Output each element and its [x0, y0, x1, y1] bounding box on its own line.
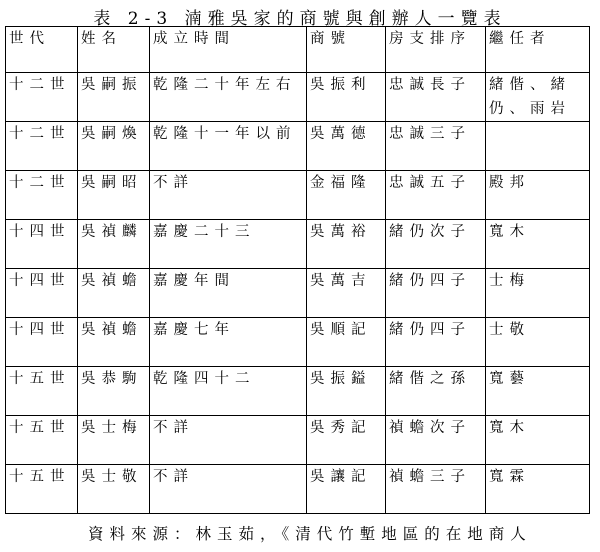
shop-cell: 吳振利: [307, 73, 386, 122]
founded-cell: 不詳: [150, 416, 307, 465]
header-successor: 繼任者: [486, 27, 590, 73]
table-row: [6, 171, 590, 220]
successor-cell: 寬藝: [486, 367, 590, 416]
generation-cell: 十二世: [6, 171, 78, 220]
table-row: [6, 269, 590, 318]
merchant-table: [5, 26, 590, 514]
successor-cell: [486, 122, 590, 171]
shop-cell: 吳萬德: [307, 122, 386, 171]
branch-cell: 緒仍四子: [386, 269, 486, 318]
generation-cell: 十二世: [6, 122, 78, 171]
branch-cell: 緒偕之孫: [386, 367, 486, 416]
name-cell: 吳士敬: [78, 465, 150, 514]
branch-cell: 忠誠長子: [386, 73, 486, 122]
successor-cell: 士梅: [486, 269, 590, 318]
branch-cell: 禎蟾三子: [386, 465, 486, 514]
branch-cell: 緒仍次子: [386, 220, 486, 269]
successor-cell: 殿邦: [486, 171, 590, 220]
shop-cell: 吳秀記: [307, 416, 386, 465]
table-row: [6, 416, 590, 465]
branch-cell: 緒仍四子: [386, 318, 486, 367]
name-cell: 吳嗣昭: [78, 171, 150, 220]
header-branch: 房支排序: [386, 27, 486, 73]
shop-cell: 吳萬吉: [307, 269, 386, 318]
successor-cell: 緒偕、緒仍、雨岩: [486, 73, 590, 122]
branch-cell: 忠誠五子: [386, 171, 486, 220]
generation-cell: 十五世: [6, 367, 78, 416]
name-cell: 吳士梅: [78, 416, 150, 465]
generation-cell: 十四世: [6, 269, 78, 318]
name-cell: 吳嗣煥: [78, 122, 150, 171]
founded-cell: 不詳: [150, 171, 307, 220]
table-row: [6, 122, 590, 171]
founded-cell: 乾隆十一年以前: [150, 122, 307, 171]
name-cell: 吳禎蟾: [78, 269, 150, 318]
table-row: [6, 367, 590, 416]
successor-cell: 寬霖: [486, 465, 590, 514]
generation-cell: 十五世: [6, 416, 78, 465]
header-row: [6, 27, 590, 73]
name-cell: 吳嗣振: [78, 73, 150, 122]
table-body: [6, 27, 590, 514]
table-row: [6, 318, 590, 367]
shop-cell: 吳萬裕: [307, 220, 386, 269]
generation-cell: 十四世: [6, 220, 78, 269]
name-cell: 吳禎麟: [78, 220, 150, 269]
shop-cell: 吳順記: [307, 318, 386, 367]
name-cell: 吳禎蟾: [78, 318, 150, 367]
generation-cell: 十五世: [6, 465, 78, 514]
shop-cell: 金福隆: [307, 171, 386, 220]
successor-cell: 寬木: [486, 220, 590, 269]
shop-cell: 吳讓記: [307, 465, 386, 514]
founded-cell: 乾隆二十年左右: [150, 73, 307, 122]
table-row: [6, 73, 590, 122]
header-generation: 世代: [6, 27, 78, 73]
founded-cell: 乾隆四十二: [150, 367, 307, 416]
source-note: 資料來源：林玉茹，《清代竹塹地區的在地商人: [88, 525, 532, 543]
header-founded: 成立時間: [150, 27, 307, 73]
successor-cell: 寬木: [486, 416, 590, 465]
founded-cell: 嘉慶二十三: [150, 220, 307, 269]
table-row: [6, 465, 590, 514]
founded-cell: 不詳: [150, 465, 307, 514]
name-cell: 吳恭駒: [78, 367, 150, 416]
founded-cell: 嘉慶七年: [150, 318, 307, 367]
generation-cell: 十二世: [6, 73, 78, 122]
generation-cell: 十四世: [6, 318, 78, 367]
table-title: 表 2-3 湳雅吳家的商號與創辦人一覽表: [93, 9, 507, 29]
header-name: 姓名: [78, 27, 150, 73]
table-row: [6, 220, 590, 269]
branch-cell: 忠誠三子: [386, 122, 486, 171]
shop-cell: 吳振鎰: [307, 367, 386, 416]
header-shop: 商號: [307, 27, 386, 73]
founded-cell: 嘉慶年間: [150, 269, 307, 318]
branch-cell: 禎蟾次子: [386, 416, 486, 465]
successor-cell: 士敬: [486, 318, 590, 367]
